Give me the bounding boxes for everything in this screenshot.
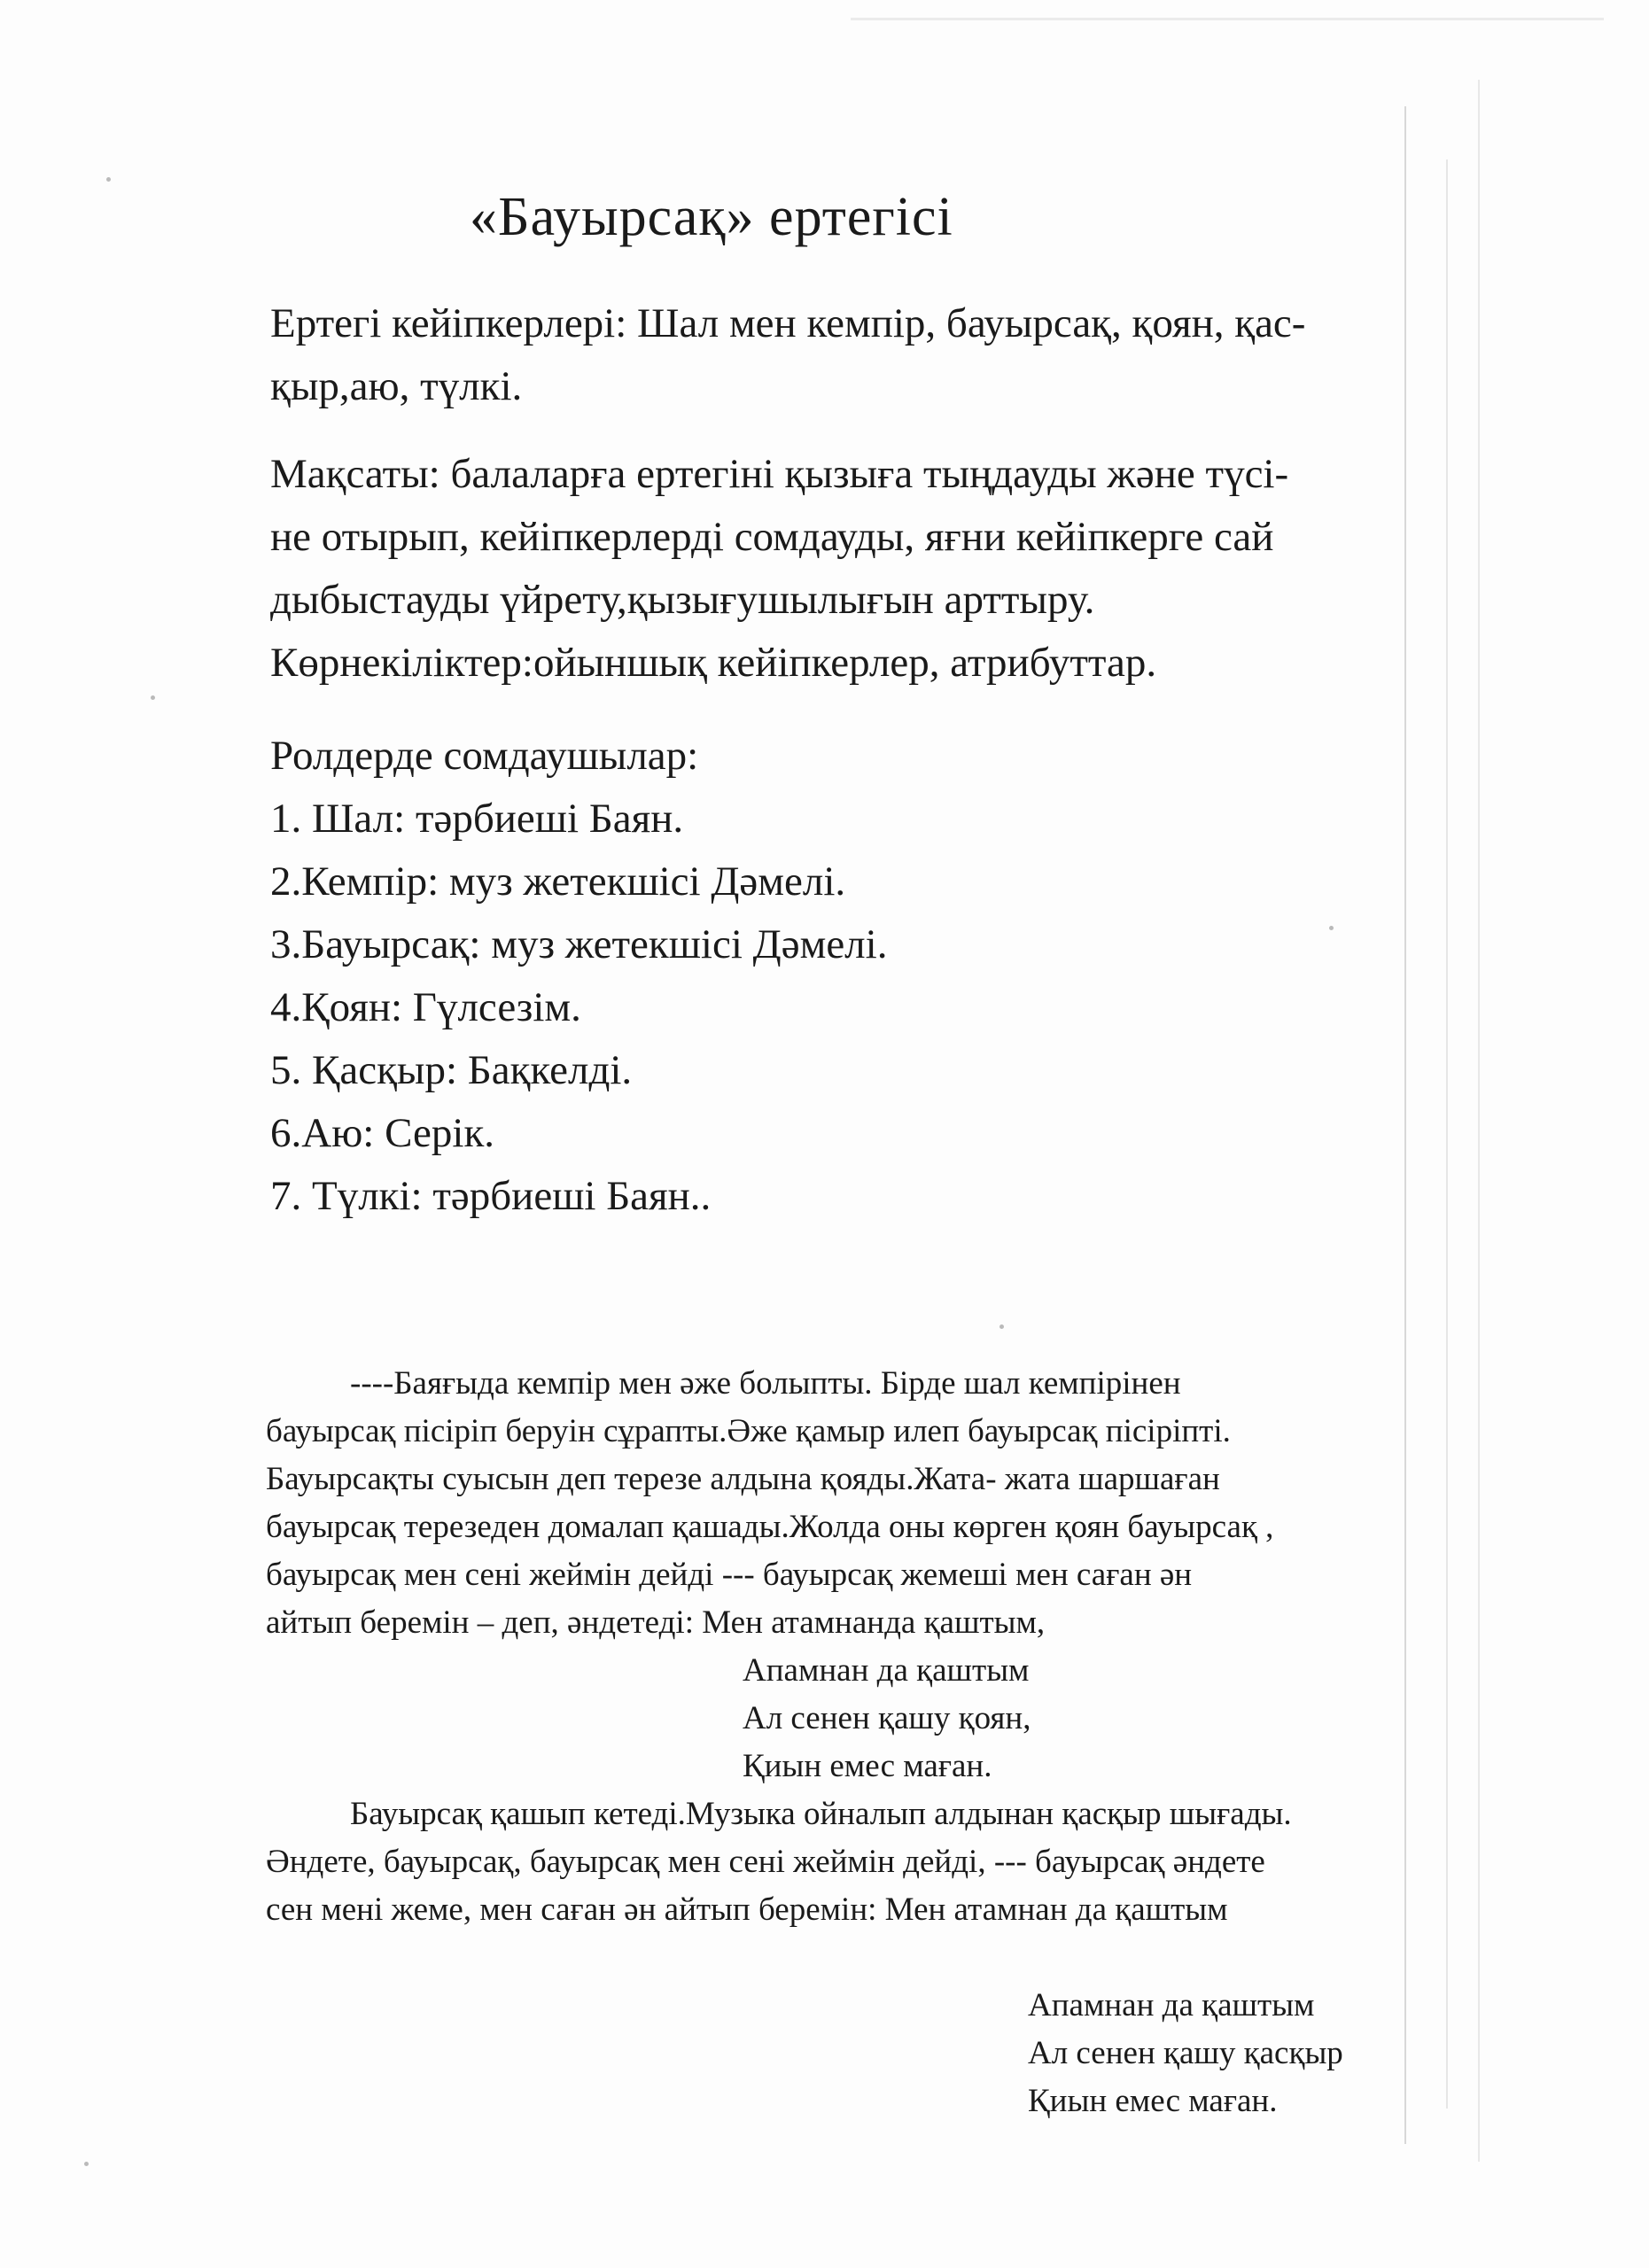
role-item: 2.Кемпір: муз жетекшісі Дәмелі. [270,858,846,905]
verse-line: Қиын емес маған. [743,1748,992,1784]
role-item: 4.Қоян: Гүлсезім. [270,984,581,1030]
characters-line: Ертегі кейіпкерлері: Шал мен кемпір, бауырсақ, қоян, қас- [270,300,1306,346]
scan-speck [84,2162,89,2166]
roles-heading: Ролдерде сомдаушылар: [270,733,699,779]
roles-list [270,788,1546,1228]
role-item: 6.Аю: Серік. [270,1110,495,1156]
roles-section [270,725,1546,1228]
verse-line: Ал сенен қашу қоян, [743,1700,1031,1736]
story-line: ----Баяғыда кемпір мен әже болыпты. Бірде шал кемпірінен [350,1365,1181,1402]
story-line: бауырсақ мен сені жеймін дейді --- бауырсақ жемеші мен саған ән [266,1557,1193,1593]
page-title: «Бауырсақ» ертегісі [470,187,953,247]
verse-line: Апамнан да қаштым [1028,1987,1315,2023]
story-line: бауырсақ пісіріп беруін сұрапты.Әже қамыр илеп бауырсақ пісіріпті. [266,1413,1231,1449]
scan-speck [1000,1324,1004,1329]
scan-streak [851,18,1604,20]
story-line: бауырсақ терезеден домалап қашады.Жолда оны көрген қоян бауырсақ , [266,1509,1274,1545]
verse-line: Қиын емес маған. [1028,2083,1278,2119]
verse-1 [743,1647,1031,1790]
goal-line: Мақсаты: балаларға ертегіні қызыға тыңдауды және түсі- [270,451,1289,497]
characters-section [270,292,1546,418]
story-line: Бауырсақты суысын деп терезе алдына қояды.Жата- жата шаршаған [266,1461,1220,1497]
story-line: айтып беремін – деп, әндетеді: Мен атамнанда қаштым, [266,1604,1046,1641]
verse-line: Апамнан да қаштым [743,1652,1030,1689]
story-part-2 [266,1790,1560,1934]
role-item: 5. Қасқыр: Бақкелді. [270,1047,633,1093]
scan-speck [106,177,111,182]
story-line: сен мені жеме, мен саған ән айтып беремін: Мен атамнан да қаштым [266,1891,1228,1928]
visual-aids-line: Көрнекіліктер:ойыншық кейіпкерлер, атрибуттар. [270,640,1157,686]
characters-line: қыр,аю, түлкі. [270,363,523,409]
goal-line: дыбыстауды үйрету,қызығушылығын арттыру. [270,577,1095,623]
verse-line: Ал сенен қашу қасқыр [1028,2035,1343,2071]
story-line: Бауырсақ қашып кетеді.Музыка ойналып алдынан қасқыр шығады. [350,1796,1292,1832]
goal-section [270,443,1546,695]
scan-speck [151,695,155,700]
verse-2 [1028,1982,1343,2125]
story-line: Әндете, бауырсақ, бауырсақ мен сені жеймін дейді, --- бауырсақ әндете [266,1844,1265,1880]
story-part-1 [266,1360,1560,1647]
role-item: 1. Шал: тәрбиеші Баян. [270,796,684,842]
role-item: 3.Бауырсақ: муз жетекшісі Дәмелі. [270,921,888,967]
goal-line: не отырып, кейіпкерлерді сомдауды, яғни кейіпкерге сай [270,514,1274,560]
role-item: 7. Түлкі: тәрбиеші Баян.. [270,1173,712,1219]
